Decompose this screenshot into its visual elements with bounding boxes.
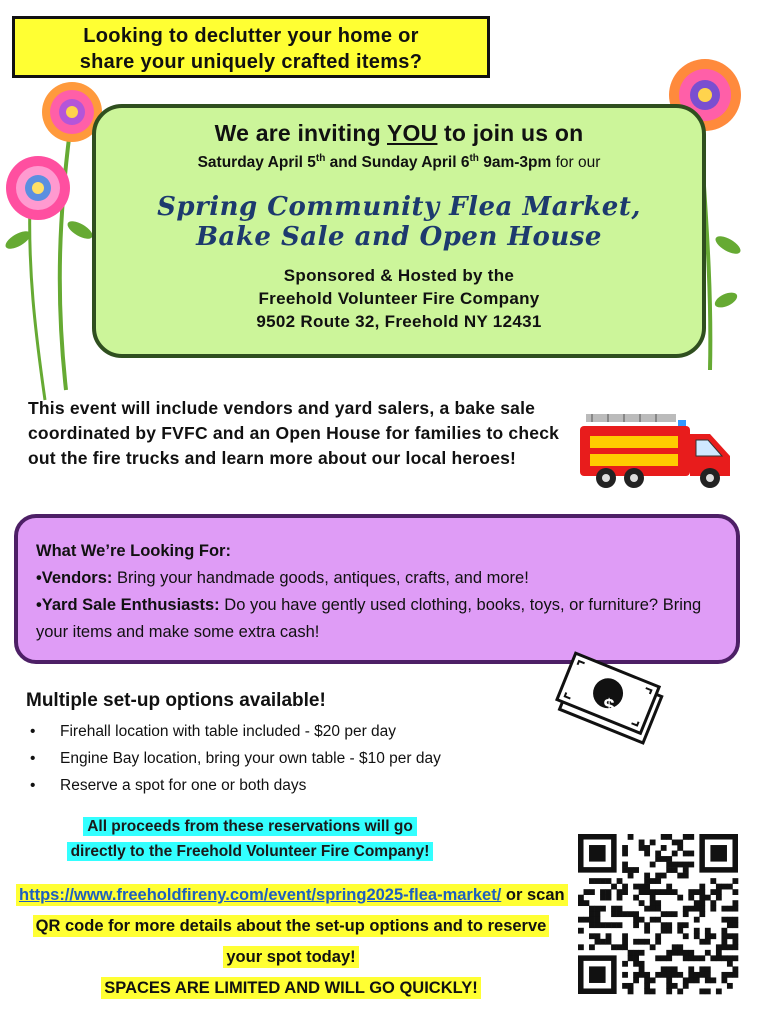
reservation-info: https://www.freeholdfireny.com/event/spring2025-flea-market/ or scan QR code for more details about the set-up options and to reserve your spot today! SPACES ARE LIMITED AND WILL GO QUICKLY! [16, 880, 566, 1004]
top-banner [12, 16, 490, 78]
banner-line-2: share your uniquely crafted items? [79, 51, 423, 73]
proceeds-note: All proceeds from these reservations will go directly to the Freehold Volunteer Fire Company! [20, 814, 480, 864]
yard-sale-line: •Yard Sale Enthusiasts: Do you have gently used clothing, books, toys, or furniture? Bring your items and make some extra cash! [36, 596, 702, 641]
you-emphasis: YOU [387, 120, 438, 146]
event-dates: Saturday April 5th and Sunday April 6th 9am-3pm for our [197, 153, 601, 172]
looking-for-heading: What We’re Looking For: [36, 542, 231, 560]
vendors-line: •Vendors: Bring your handmade goods, antiques, crafts, and more! [36, 569, 529, 587]
spaces-limited-note: SPACES ARE LIMITED AND WILL GO QUICKLY! [101, 977, 480, 999]
qr-code-icon [578, 834, 738, 994]
svg-text:$: $ [603, 696, 615, 718]
list-item: • Reserve a spot for one or both days [26, 772, 441, 799]
event-description: This event will include vendors and yard salers, a bake sale coordinated by FVFC and an Open House for families to check out the fire trucks and learn more about our local heroes! [28, 398, 560, 468]
event-title: Spring Community Flea Market, Bake Sale and Open House [157, 192, 641, 253]
list-item: • Engine Bay location, bring your own table - $10 per day [26, 745, 441, 772]
event-link[interactable]: https://www.freeholdfireny.com/event/spring2025-flea-market/ [19, 886, 502, 904]
fire-truck-icon [578, 412, 738, 492]
sponsor-info: Sponsored & Hosted by the Freehold Volunteer Fire Company 9502 Route 32, Freehold NY 12431 [256, 266, 542, 332]
banner-line-1: Looking to declutter your home or [83, 25, 419, 47]
list-item: • Firehall location with table included - $20 per day [26, 718, 441, 745]
looking-for-box [14, 514, 740, 664]
invitation-box [92, 104, 706, 358]
invite-headline: We are inviting YOU to join us on [214, 120, 584, 146]
setup-options-title: Multiple set-up options available! [26, 690, 326, 711]
setup-options-list [26, 718, 441, 799]
dollar-bill-icon [556, 652, 666, 752]
